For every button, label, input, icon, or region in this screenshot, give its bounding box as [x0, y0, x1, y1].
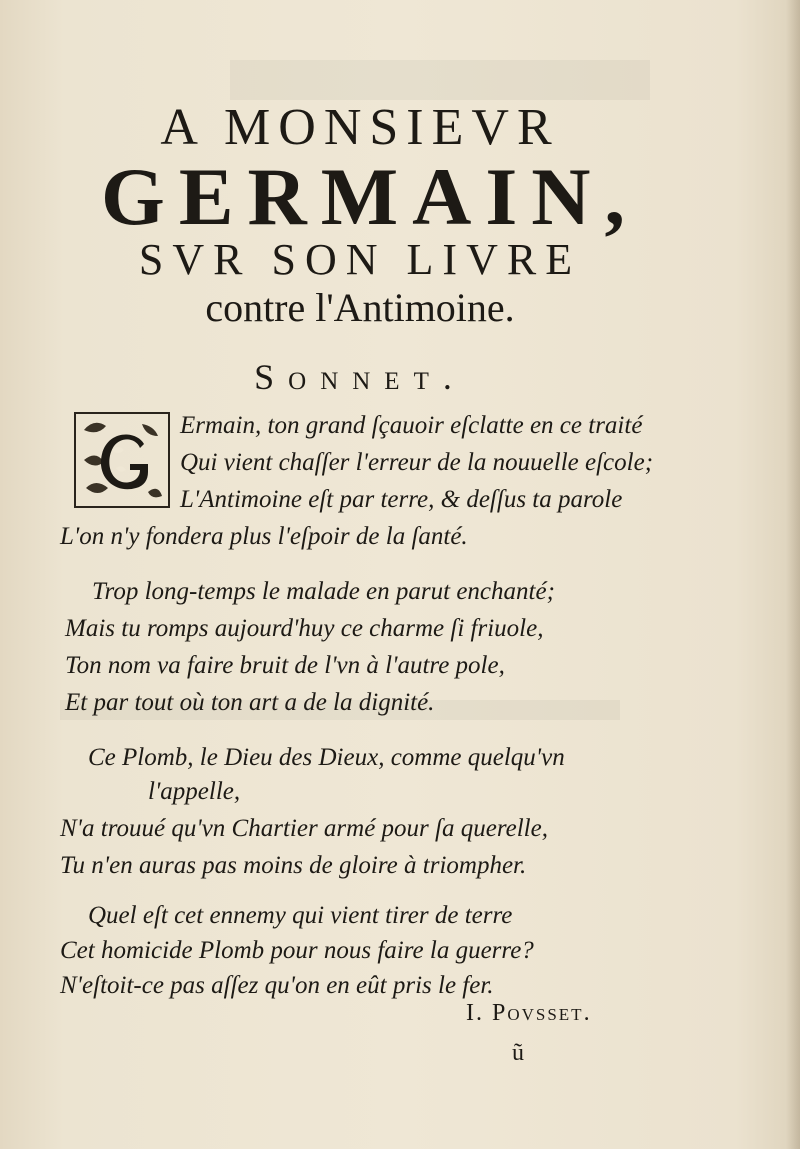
verse-line: Mais tu romps aujourd'huy ce charme ſi friuole, [65, 615, 544, 642]
verse-line: Et par tout où ton art a de la dignité. [65, 689, 435, 716]
verse-line: l'appelle, [148, 778, 241, 805]
verse-line: L'on n'y fondera plus l'eſpoir de la ſanté. [60, 523, 468, 550]
title-line-1: A MONSIEVR [160, 99, 560, 156]
verse-line: Ce Plomb, le Dieu des Dieux, comme quelqu'vn [88, 744, 565, 771]
title-line-3: SVR SON LIVRE [138, 235, 582, 284]
signature-mark: ũ [512, 1040, 524, 1066]
verse-line: Quel eſt cet ennemy qui vient tirer de terre [88, 902, 513, 929]
verse-line: N'eſtoit-ce pas aſſez qu'on en eût pris le fer. [60, 972, 494, 999]
verse-line: Qui vient chaſſer l'erreur de la nouuelle eſcole; [180, 449, 654, 476]
verse-line: Tu n'en auras pas moins de gloire à triompher. [60, 852, 527, 879]
page-edge-shadow [786, 0, 800, 1149]
sonnet-heading: Sonnet. [254, 357, 466, 397]
verse-line: Trop long-temps le malade en parut enchanté; [92, 578, 555, 605]
verse-line: L'Antimoine eſt par terre, & deſſus ta parole [180, 486, 623, 513]
verse-line: Ton nom va faire bruit de l'vn à l'autre pole, [65, 652, 505, 679]
verse-line: Cet homicide Plomb pour nous faire la guerre? [60, 937, 534, 964]
author-signature: I. Povsset. [466, 1000, 592, 1026]
title-line-4: contre l'Antimoine. [205, 285, 515, 330]
ornamental-initial-g-icon [72, 410, 172, 510]
bleed-through-block [230, 60, 650, 100]
verse-line: Ermain, ton grand ſçauoir eſclatte en ce traité [180, 412, 643, 439]
verse-line: N'a trouué qu'vn Chartier armé pour ſa querelle, [60, 815, 548, 842]
title-line-2: GERMAIN, [101, 151, 639, 242]
